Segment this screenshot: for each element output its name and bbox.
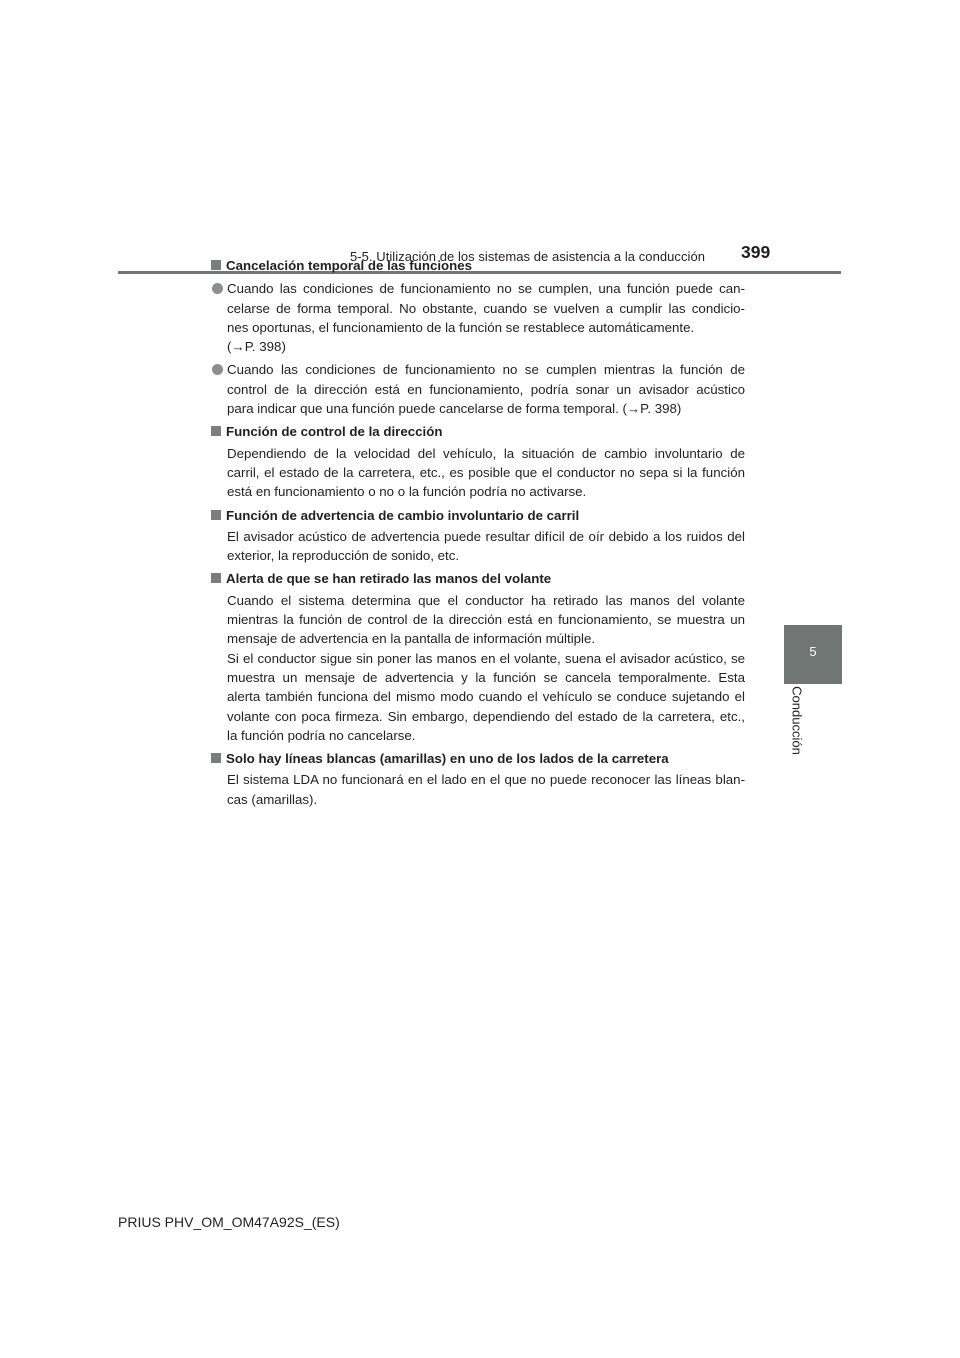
text-line: la función podría no cancelarse. xyxy=(227,727,416,743)
footer-doc-code: PRIUS PHV_OM_OM47A92S_(ES) xyxy=(118,1214,340,1230)
text-line: control de la dirección está en funcionamiento, podría sonar un avisador acústico xyxy=(227,381,745,397)
text-line: mientras la función de control de la dirección está en funcionamiento, se muestra un xyxy=(227,612,745,628)
text-line: Si el conductor sigue sin poner las manos en el volante, suena el avisador acústico, se xyxy=(227,650,745,666)
page-reference: (→P. 398) xyxy=(227,339,286,355)
paragraph xyxy=(211,444,745,502)
section-heading-text: Función de advertencia de cambio involuntario de carril xyxy=(226,507,580,523)
chapter-tab-label: Conducción xyxy=(789,686,805,755)
text-line: mensaje de advertencia en la pantalla de información múltiple. xyxy=(227,631,596,647)
text-line: está en funcionamiento o no o la función podría no activarse. xyxy=(227,484,587,500)
square-bullet-icon xyxy=(211,573,221,583)
text-line: El avisador acústico de advertencia puede resultar difícil de oír debido a los ruidos del xyxy=(227,528,745,544)
text-line: Cuando las condiciones de funcionamiento no se cumplen, una función puede can- xyxy=(227,281,745,297)
text-line: cas (amarillas). xyxy=(227,791,318,807)
section-heading-text: Solo hay líneas blancas (amarillas) en uno de los lados de la carretera xyxy=(226,751,669,767)
square-bullet-icon xyxy=(211,260,221,270)
bullet-item xyxy=(211,360,745,418)
paragraph xyxy=(211,770,745,809)
section-heading xyxy=(211,422,745,441)
square-bullet-icon xyxy=(211,426,221,436)
section-heading xyxy=(211,569,745,588)
text-line: muestra un mensaje de advertencia y la función se cancela temporalmente. Esta xyxy=(227,669,745,685)
page-number: 399 xyxy=(741,242,771,262)
chapter-tab-number: 5 xyxy=(809,644,817,659)
section-heading-text: Función de control de la dirección xyxy=(226,424,443,440)
text-line: alerta también funciona del mismo modo cuando el vehículo se conduce sujetando el xyxy=(227,689,745,705)
section-heading xyxy=(211,256,745,275)
text-line: para indicar que una función puede cancelarse de forma temporal. (→P. 398) xyxy=(227,401,682,417)
section-heading-text: Alerta de que se han retirado las manos del volante xyxy=(226,571,552,587)
square-bullet-icon xyxy=(211,753,221,763)
text-line: Dependiendo de la velocidad del vehículo, la situación de cambio involuntario de xyxy=(227,445,745,461)
text-line: volante con poca firmeza. Sin embargo, dependiendo del estado de la carretera, etc., xyxy=(227,708,745,724)
paragraph xyxy=(211,591,745,745)
text-line: carril, el estado de la carretera, etc., es posible que el conductor no sepa si la función xyxy=(227,464,745,480)
text-line: Cuando las condiciones de funcionamiento no se cumplen mientras la función de xyxy=(227,362,745,378)
circle-bullet-icon xyxy=(212,283,223,294)
text-line: celarse de forma temporal. No obstante, cuando se vuelven a cumplir las condicio- xyxy=(227,300,745,316)
paragraph xyxy=(211,527,745,566)
text-line: El sistema LDA no funcionará en el lado en el que no puede reconocer las líneas blan- xyxy=(227,772,745,788)
header-section-title: 5-5. Utilización de los sistemas de asistencia a la conducción xyxy=(350,249,706,264)
section-heading xyxy=(211,749,745,768)
section-heading-text: Cancelación temporal de las funciones xyxy=(226,258,473,273)
text-line: Cuando el sistema determina que el conductor ha retirado las manos del volante xyxy=(227,592,745,608)
bullet-item xyxy=(211,279,745,356)
text-line: nes oportunas, el funcionamiento de la función se restablece automáticamente. xyxy=(227,319,695,335)
section-heading xyxy=(211,506,745,525)
text-line: exterior, la reproducción de sonido, etc. xyxy=(227,548,460,564)
page-content xyxy=(211,256,745,809)
circle-bullet-icon xyxy=(212,364,223,375)
square-bullet-icon xyxy=(211,510,221,520)
